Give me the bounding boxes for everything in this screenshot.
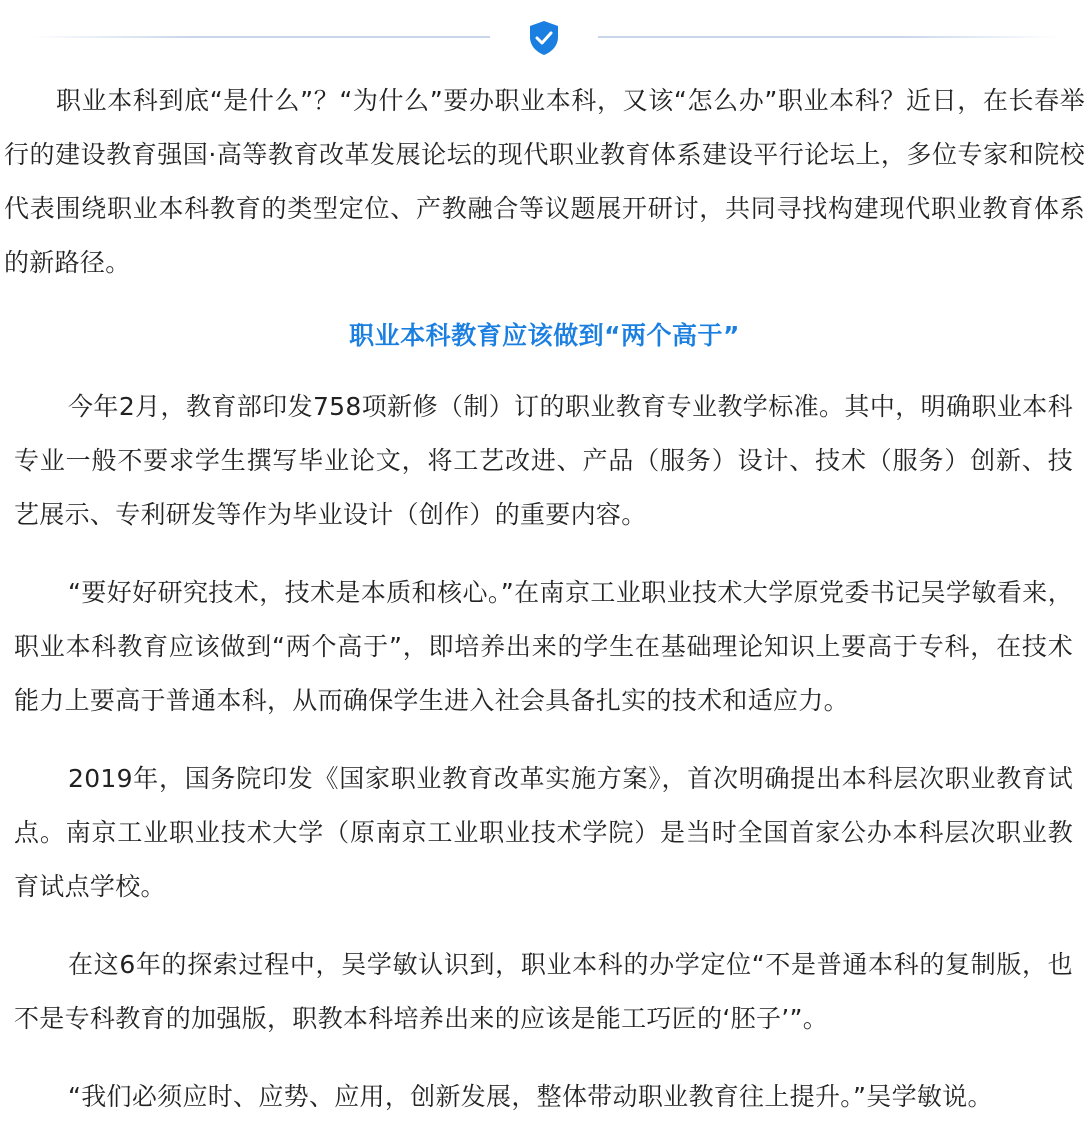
article-body (0, 74, 1089, 1124)
header-divider (0, 16, 1089, 56)
divider-line-right (598, 36, 1060, 38)
shield-check-icon (528, 20, 560, 56)
divider-line-left (30, 36, 490, 38)
paragraph: 在这6年的探索过程中，吴学敏认识到，职业本科的办学定位“不是普通本科的复制版，也不是专科教育的加强版，职教本科培养出来的应该是能工巧匠的‘胚子’”。 (14, 950, 1073, 1033)
paragraph: 2019年，国务院印发《国家职业教育改革实施方案》，首次明确提出本科层次职业教育试点。南京工业职业技术大学（原南京工业职业技术学院）是当时全国首家公办本科层次职业教育试点学校。 (14, 764, 1073, 901)
section-heading: 职业本科教育应该做到“两个高于” (349, 321, 740, 350)
intro-paragraph: 职业本科到底“是什么”？“为什么”要办职业本科，又该“怎么办”职业本科？近日，在长春举行的建设教育强国·高等教育改革发展论坛的现代职业教育体系建设平行论坛上，多位专家和院校代表围绕职业本科教育的类型定位、产教融合等议题展开研讨，共同寻找构建现代职业教育体系的新路径。 (4, 86, 1085, 277)
paragraph: “要好好研究技术，技术是本质和核心。”在南京工业职业技术大学原党委书记吴学敏看来，职业本科教育应该做到“两个高于”，即培养出来的学生在基础理论知识上要高于专科，在技术能力上要高于普通本科，从而确保学生进入社会具备扎实的技术和适应力。 (14, 578, 1073, 715)
paragraph: 今年2月，教育部印发758项新修（制）订的职业教育专业教学标准。其中，明确职业本科专业一般不要求学生撰写毕业论文，将工艺改进、产品（服务）设计、技术（服务）创新、技艺展示、专利研发等作为毕业设计（创作）的重要内容。 (14, 392, 1073, 529)
paragraph: “我们必须应时、应势、应用，创新发展，整体带动职业教育往上提升。”吴学敏说。 (68, 1082, 993, 1111)
